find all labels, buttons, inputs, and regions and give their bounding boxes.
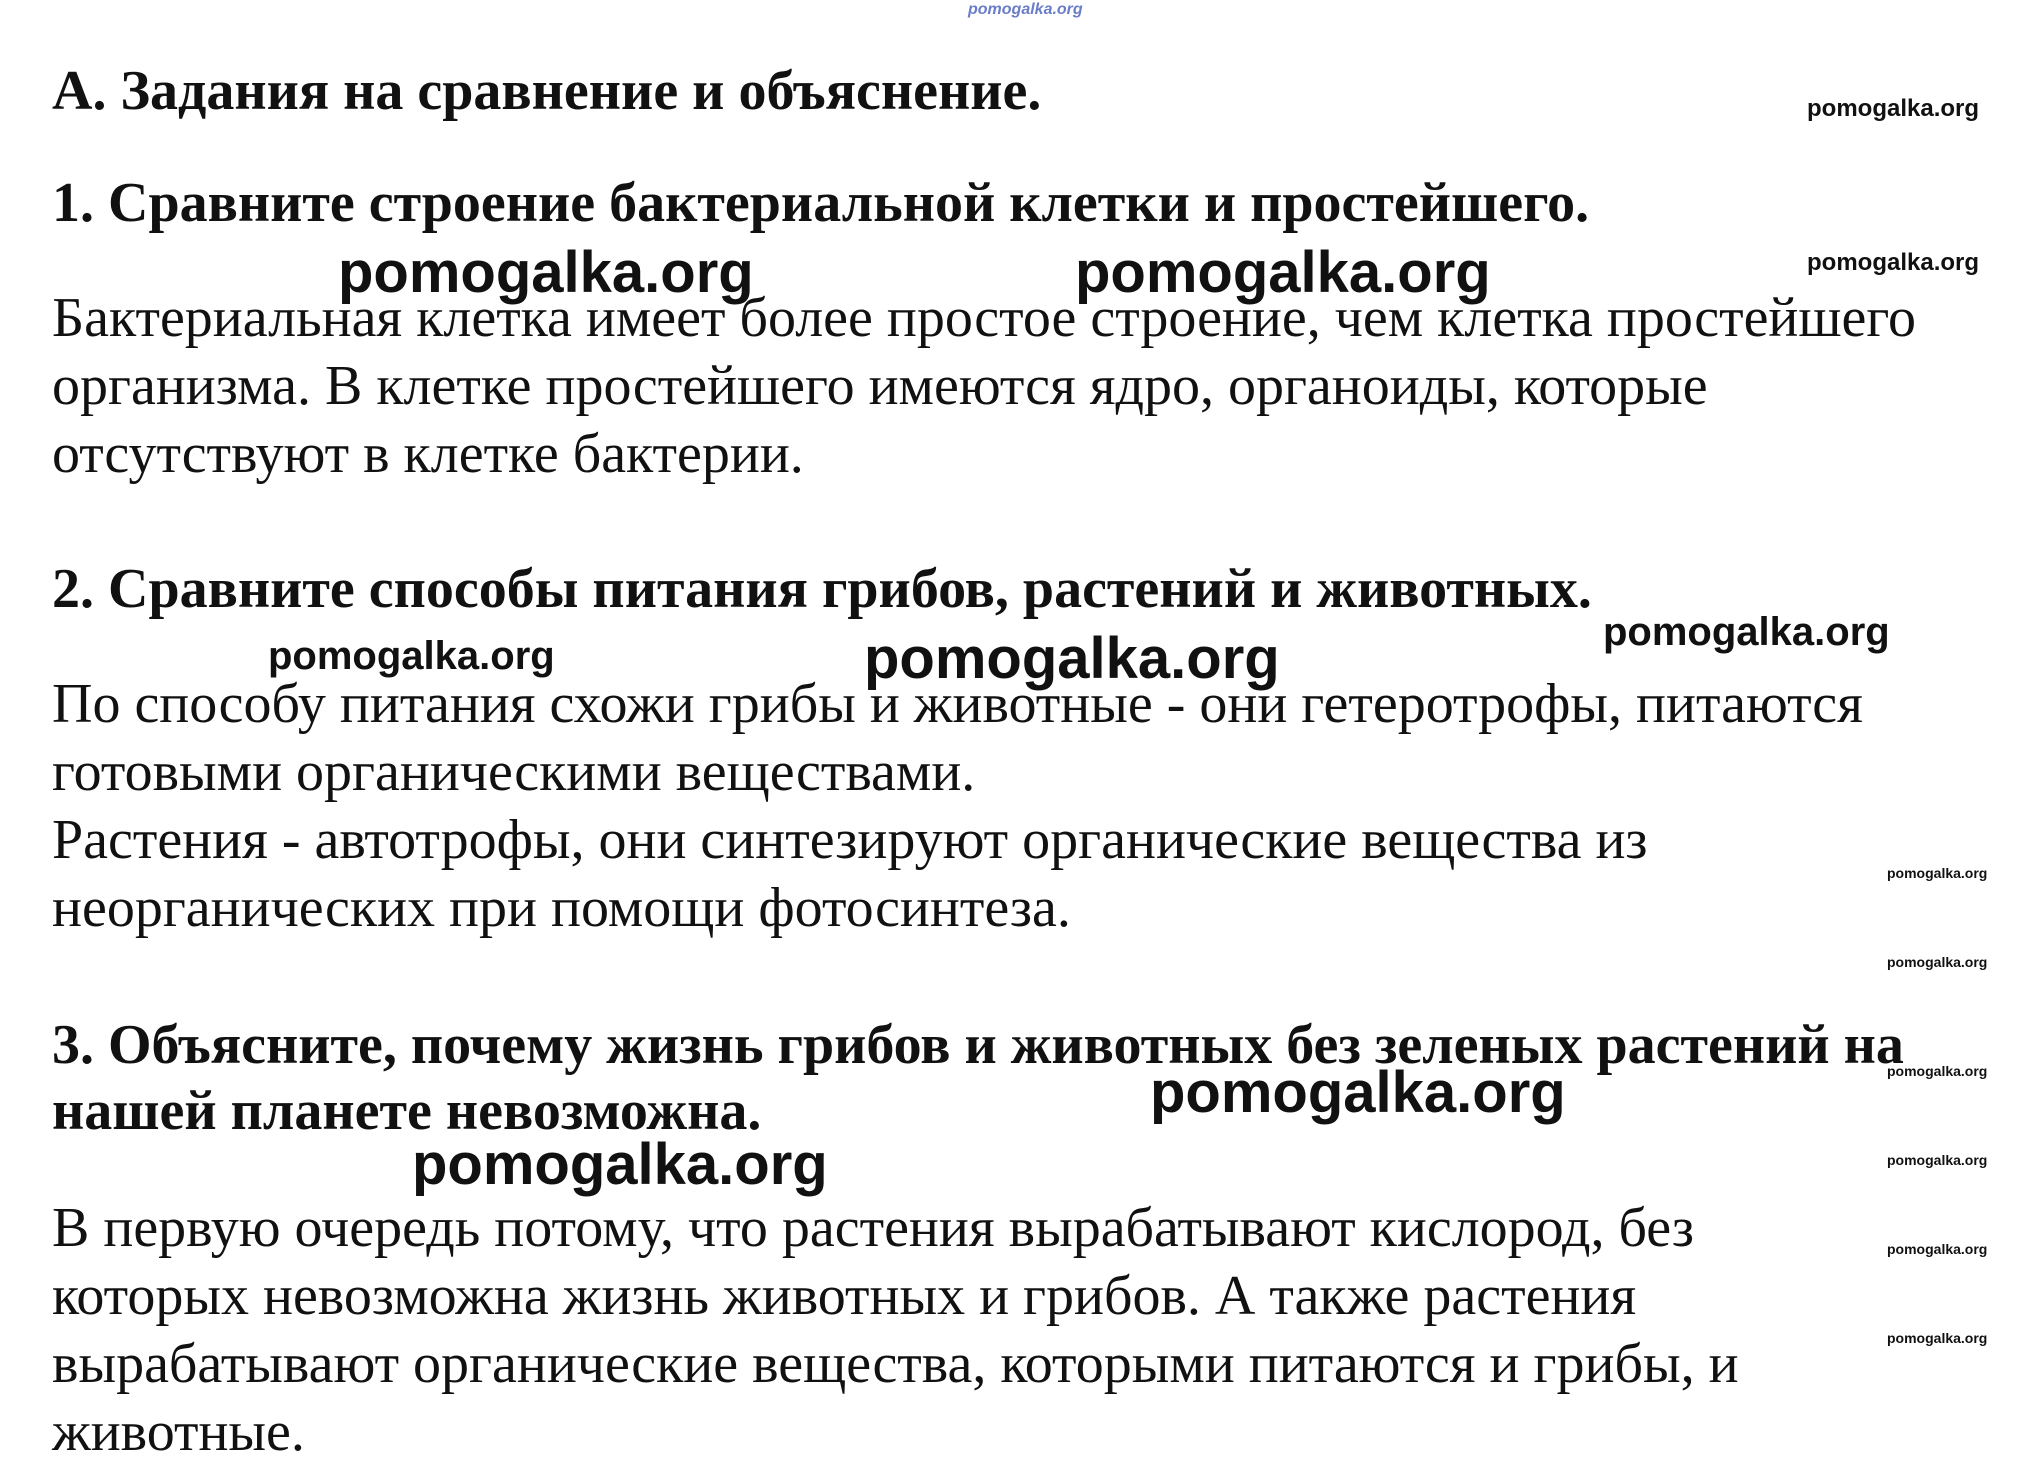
task-2-heading: 2. Сравните способы питания грибов, растений и животных. [52,558,1592,620]
watermark: pomogalka.org [1075,240,1491,305]
task-3-answer-line-1: В первую очередь потому, что растения вырабатывают кислород, без [52,1197,1694,1259]
watermark: pomogalka.org [1150,1060,1566,1125]
watermark: pomogalka.org [1887,1152,1988,1168]
watermark: pomogalka.org [968,1,1083,18]
watermark: pomogalka.org [1887,1330,1988,1346]
watermark: pomogalka.org [1807,95,1980,122]
section-title: А. Задания на сравнение и объяснение. [52,60,1042,122]
task-2-answer-line-3: Растения - автотрофы, они синтезируют органические вещества из [52,809,1648,871]
task-1-answer-line-1: Бактериальная клетка имеет более простое строение, чем клетка простейшего [52,287,1916,349]
task-3-answer-line-4: животные. [52,1401,305,1463]
task-1-answer-line-2: организма. В клетке простейшего имеются ядро, органоиды, которые [52,355,1708,417]
watermark: pomogalka.org [1887,865,1988,881]
task-1-heading: 1. Сравните строение бактериальной клетки и простейшего. [52,172,1590,234]
task-2-answer-line-4: неорганических при помощи фотосинтеза. [52,877,1071,939]
watermark: pomogalka.org [1603,610,1890,654]
task-3-heading-line-2: нашей планете невозможна. [52,1080,762,1142]
watermark: pomogalka.org [864,626,1280,691]
watermark: pomogalka.org [1807,249,1980,276]
task-3-answer-line-3: вырабатывают органические вещества, которыми питаются и грибы, и [52,1333,1739,1395]
watermark: pomogalka.org [1887,954,1988,970]
watermark: pomogalka.org [1887,1241,1988,1257]
watermark: pomogalka.org [268,634,555,678]
task-3-heading-line-1: 3. Объясните, почему жизнь грибов и животных без зеленых растений на [52,1014,1904,1076]
watermark: pomogalka.org [1887,1063,1988,1079]
task-3-answer-line-2: которых невозможна жизнь животных и грибов. А также растения [52,1265,1637,1327]
watermark: pomogalka.org [412,1132,828,1197]
watermark: pomogalka.org [338,240,754,305]
task-2-answer-line-1: По способу питания схожи грибы и животные - они гетеротрофы, питаются [52,673,1863,735]
task-1-answer-line-3: отсутствуют в клетке бактерии. [52,423,804,485]
task-2-answer-line-2: готовыми органическими веществами. [52,741,976,803]
